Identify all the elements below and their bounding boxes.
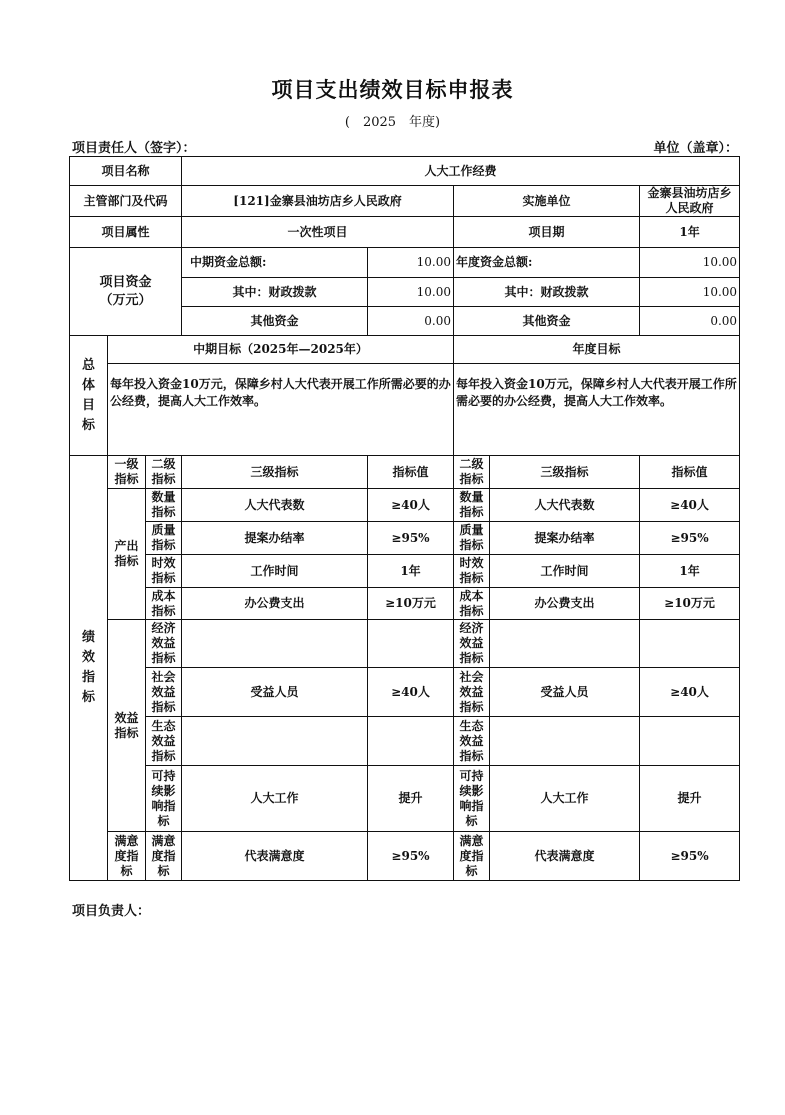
- funds-label-line1: 项目资金: [99, 274, 152, 290]
- mid-goal-header: 中期目标（2025年—2025年）: [108, 336, 454, 364]
- value-mid: ≥40人: [368, 668, 454, 717]
- year-fiscal-value: 10.00: [640, 278, 740, 307]
- impl-unit-value: 金寨县油坊店乡人民政府: [640, 186, 740, 217]
- value-year: [640, 620, 740, 668]
- level3-mid: 工作时间: [182, 555, 368, 588]
- project-name-value: 人大工作经费: [182, 157, 740, 186]
- year-other-label: 其他资金: [454, 307, 640, 336]
- year-total-value: 10.00: [640, 248, 740, 278]
- mid-total-label: 中期资金总额:: [182, 248, 368, 278]
- header-value-year: 指标值: [640, 456, 740, 489]
- mid-other-label: 其他资金: [182, 307, 368, 336]
- level2-year: 满意度指标: [454, 832, 490, 881]
- level3-mid: 代表满意度: [182, 832, 368, 881]
- level2-mid: 经济效益指标: [146, 620, 182, 668]
- level3-mid: [182, 620, 368, 668]
- attr-label: 项目属性: [70, 217, 182, 248]
- level3-year: 人大代表数: [490, 489, 640, 522]
- level2-year: 数量指标: [454, 489, 490, 522]
- responsible-signature-label: 项目责任人（签字）：: [72, 141, 196, 156]
- mid-goal-text: 每年投入资金10万元，保障乡村人大代表开展工作所需必要的办公经费，提高人大工作效率。: [108, 364, 454, 456]
- level3-year: 受益人员: [490, 668, 640, 717]
- level3-mid: 人大工作: [182, 766, 368, 832]
- satisfaction-indicator-label: 满意度指标: [108, 832, 146, 881]
- level2-year: 可持续影响指标: [454, 766, 490, 832]
- level3-mid: 办公费支出: [182, 588, 368, 620]
- level3-mid: 提案办结率: [182, 522, 368, 555]
- level3-year: 人大工作: [490, 766, 640, 832]
- level2-mid: 可持续影响指标: [146, 766, 182, 832]
- level3-mid: [182, 717, 368, 766]
- level2-mid: 满意度指标: [146, 832, 182, 881]
- level2-year: 生态效益指标: [454, 717, 490, 766]
- level3-year: 提案办结率: [490, 522, 640, 555]
- mid-fiscal-label: 其中：财政拨款: [182, 278, 368, 307]
- level2-mid: 社会效益指标: [146, 668, 182, 717]
- level2-year: 时效指标: [454, 555, 490, 588]
- level2-year: 质量指标: [454, 522, 490, 555]
- year-total-label: 年度资金总额:: [454, 248, 640, 278]
- project-name-label: 项目名称: [70, 157, 182, 186]
- level2-year: 社会效益指标: [454, 668, 490, 717]
- indicators-section-label: 绩效指标: [70, 456, 108, 881]
- value-mid: ≥10万元: [368, 588, 454, 620]
- value-mid: 提升: [368, 766, 454, 832]
- attr-value: 一次性项目: [182, 217, 454, 248]
- level2-mid: 质量指标: [146, 522, 182, 555]
- value-year: ≥95%: [640, 832, 740, 881]
- year-fiscal-label: 其中：财政拨款: [454, 278, 640, 307]
- level3-year: 工作时间: [490, 555, 640, 588]
- value-year: 1年: [640, 555, 740, 588]
- level2-mid: 生态效益指标: [146, 717, 182, 766]
- value-year: ≥40人: [640, 489, 740, 522]
- form-title: 项目支出绩效目标申报表: [271, 77, 514, 102]
- value-year: ≥10万元: [640, 588, 740, 620]
- funds-label-line2: （万元）: [99, 292, 152, 308]
- level2-year: 成本指标: [454, 588, 490, 620]
- header-value-mid: 指标值: [368, 456, 454, 489]
- value-year: [640, 717, 740, 766]
- mid-total-value: 10.00: [368, 248, 454, 278]
- header-level2-year: 二级指标: [454, 456, 490, 489]
- level3-mid: 人大代表数: [182, 489, 368, 522]
- header-level3-mid: 三级指标: [182, 456, 368, 489]
- performance-target-table: [69, 156, 740, 881]
- benefit-indicator-label: 效益指标: [108, 620, 146, 832]
- funds-label: [70, 248, 182, 336]
- value-mid: [368, 717, 454, 766]
- level2-mid: 成本指标: [146, 588, 182, 620]
- value-mid: ≥95%: [368, 832, 454, 881]
- level2-mid: 数量指标: [146, 489, 182, 522]
- level3-year: [490, 717, 640, 766]
- header-level3-year: 三级指标: [490, 456, 640, 489]
- value-mid: ≥95%: [368, 522, 454, 555]
- dept-value: [121]金寨县油坊店乡人民政府: [182, 186, 454, 217]
- unit-seal-label: 单位（盖章）：: [653, 141, 738, 156]
- value-mid: 1年: [368, 555, 454, 588]
- level2-year: 经济效益指标: [454, 620, 490, 668]
- level3-year: 代表满意度: [490, 832, 640, 881]
- level3-mid: 受益人员: [182, 668, 368, 717]
- output-indicator-label: 产出指标: [108, 489, 146, 620]
- level2-mid: 时效指标: [146, 555, 182, 588]
- period-value: 1年: [640, 217, 740, 248]
- header-level1: 一级指标: [108, 456, 146, 489]
- level3-year: [490, 620, 640, 668]
- value-mid: [368, 620, 454, 668]
- mid-fiscal-value: 10.00: [368, 278, 454, 307]
- year-line: ( 2025 年度): [344, 115, 441, 130]
- value-year: ≥40人: [640, 668, 740, 717]
- overall-goal-label: 总体目标: [70, 336, 108, 456]
- project-leader-label: 项目负责人：: [72, 904, 151, 919]
- year-goal-header: 年度目标: [454, 336, 740, 364]
- period-label: 项目期: [454, 217, 640, 248]
- year-other-value: 0.00: [640, 307, 740, 336]
- value-mid: ≥40人: [368, 489, 454, 522]
- dept-label: 主管部门及代码: [70, 186, 182, 217]
- header-level2: 二级指标: [146, 456, 182, 489]
- value-year: ≥95%: [640, 522, 740, 555]
- mid-other-value: 0.00: [368, 307, 454, 336]
- impl-unit-label: 实施单位: [454, 186, 640, 217]
- year-goal-text: 每年投入资金10万元，保障乡村人大代表开展工作所需必要的办公经费，提高人大工作效率。: [454, 364, 740, 456]
- value-year: 提升: [640, 766, 740, 832]
- level3-year: 办公费支出: [490, 588, 640, 620]
